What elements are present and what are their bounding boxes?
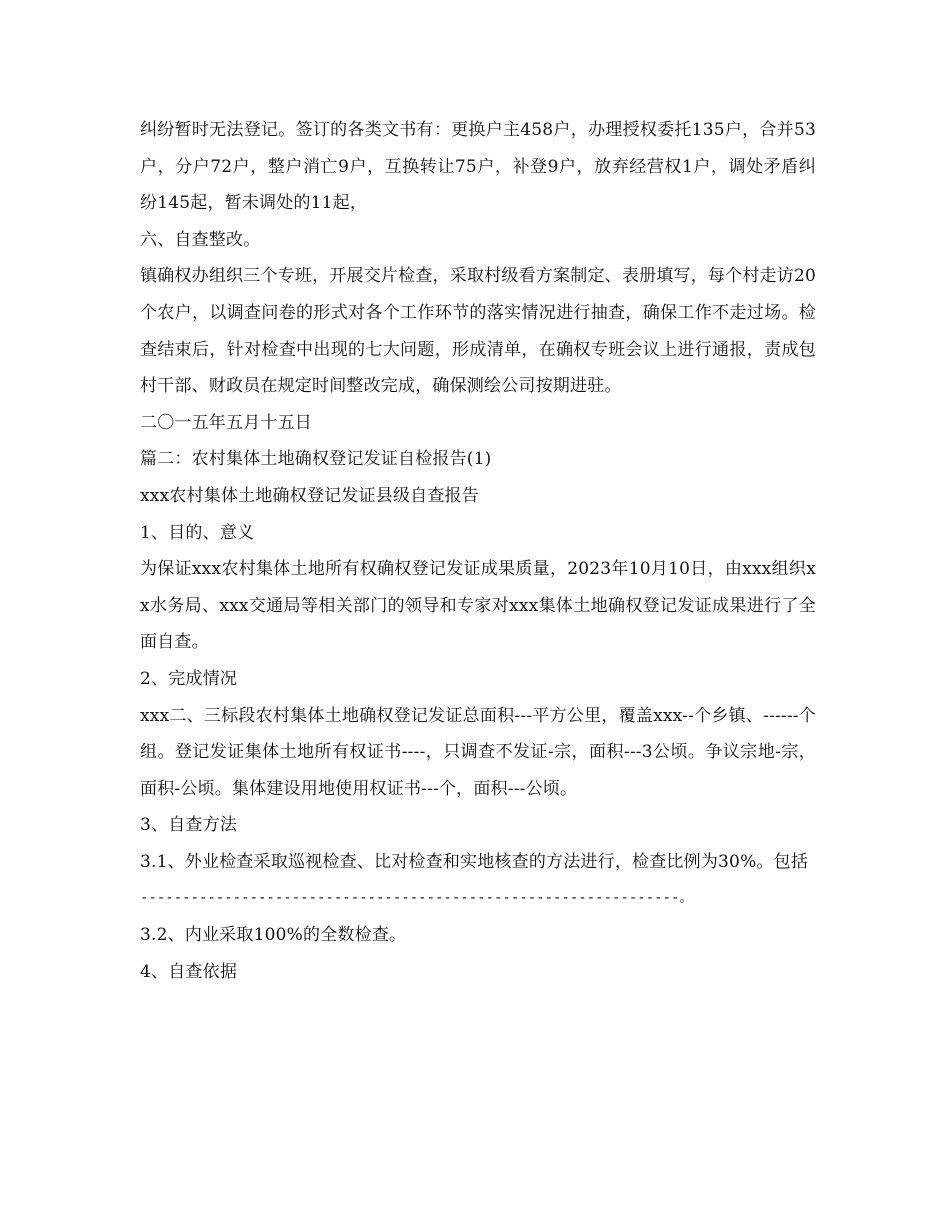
paragraph-completion: xxx二、三标段农村集体土地确权登记发证总面积---平方公里，覆盖xxx--个乡镇、------个组。登记发证集体土地所有权证书----，只调查不发证-宗，面积---3公顷。争议宗地-宗，面积-公顷。集体建设用地使用权证书---个，面积---公顷。 (140, 705, 816, 799)
heading-purpose: 1、目的、意义 (140, 522, 255, 543)
heading-basis: 4、自查依据 (140, 961, 238, 982)
heading-method: 3、自查方法 (140, 815, 238, 836)
dashed-placeholder-line: ----------------------------------------------------------------。 (140, 890, 694, 907)
heading-self-rectification: 六、自查整改。 (140, 229, 261, 250)
section-title-part-two: 篇二：农村集体土地确权登记发证自检报告(1) (140, 449, 492, 470)
paragraph-dispute-summary: 纠纷暂时无法登记。签订的各类文书有：更换户主458户，办理授权委托135户，合并53户，分户72户，整户消亡9户，互换转让75户，补登9户，放弃经营权1户，调处矛盾纠纷145起，暂未调处的11起， (140, 120, 816, 214)
paragraph-office-inspection: 3.2、内业采取100%的全数检查。 (140, 925, 407, 946)
heading-completion: 2、完成情况 (140, 668, 238, 689)
paragraph-inspection-process: 镇确权办组织三个专班，开展交片检查，采取村级看方案制定、表册填写，每个村走访20个农户，以调查问卷的形式对各个工作环节的落实情况进行抽查，确保工作不走过场。检查结束后，针对检查中出现的七大问题，形成清单，在确权专班会议上进行通报，责成包村干部、财政员在规定时间整改完成，确保测绘公司按期进驻。 (140, 266, 816, 397)
document-date: 二〇一五年五月十五日 (140, 412, 312, 433)
paragraph-purpose: 为保证xxx农村集体土地所有权确权登记发证成果质量，2023年10月10日，由xxx组织xx水务局、xxx交通局等相关部门的领导和专家对xxx集体土地确权登记发证成果进行了全面自查。 (140, 559, 816, 653)
document-body (140, 112, 816, 990)
report-title: xxx农村集体土地确权登记发证县级自查报告 (140, 485, 479, 506)
paragraph-field-inspection: 3.1、外业检查采取巡视检查、比对检查和实地核查的方法进行，检查比例为30%。包括 (140, 851, 809, 872)
